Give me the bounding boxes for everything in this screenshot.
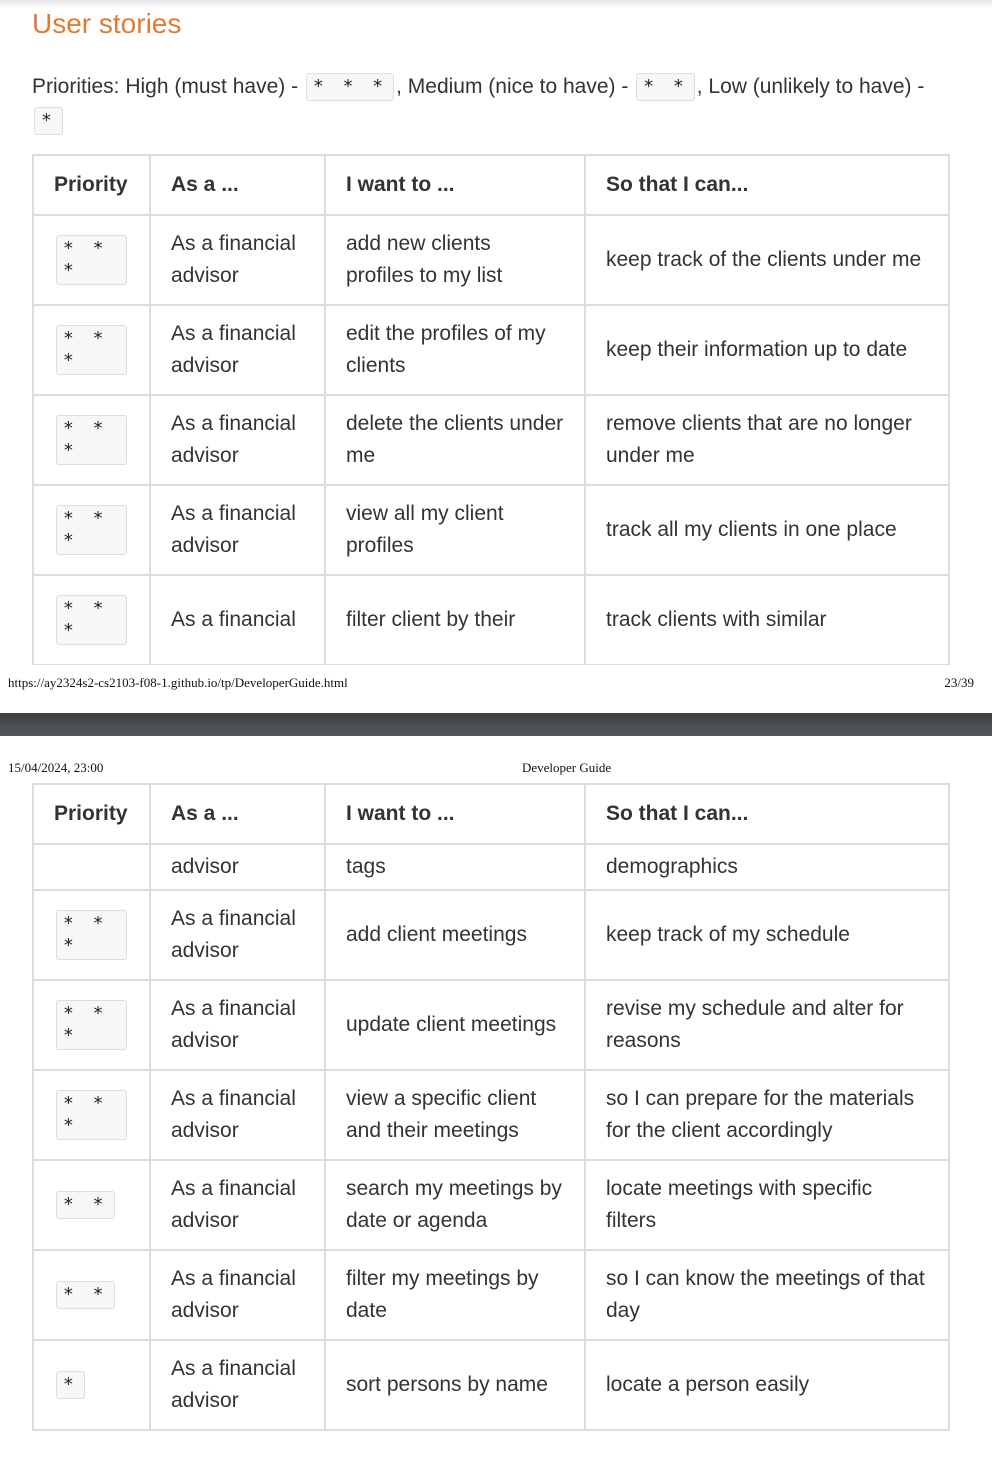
section-title: User stories — [32, 8, 182, 39]
table-row — [33, 305, 949, 395]
cell-priority — [33, 575, 150, 665]
header-as: As a ... — [150, 155, 325, 215]
priority-stars: * * * — [56, 235, 127, 285]
cell-so: so I can prepare for the materials for the client accordingly — [585, 1070, 949, 1160]
cell-so: track clients with similar — [585, 575, 949, 665]
cell-as: As a financial advisor — [150, 1160, 325, 1250]
cell-want: sort persons by name — [325, 1340, 585, 1430]
cell-so: so I can know the meetings of that day — [585, 1250, 949, 1340]
print-footer-page: 23/39 — [944, 675, 974, 690]
table-row — [33, 1070, 949, 1160]
cell-so: keep their information up to date — [585, 305, 949, 395]
header-priority: Priority — [33, 784, 150, 844]
priority-stars: * * * — [56, 595, 127, 645]
cell-want: view a specific client and their meetings — [325, 1070, 585, 1160]
cell-priority — [33, 1250, 150, 1340]
cell-want: filter my meetings by date — [325, 1250, 585, 1340]
table-row — [33, 980, 949, 1070]
priority-stars: * * * — [56, 325, 127, 375]
table-header-row — [33, 155, 949, 215]
cell-priority — [33, 890, 150, 980]
header-priority: Priority — [33, 155, 150, 215]
table-row — [33, 395, 949, 485]
cell-priority — [33, 1340, 150, 1430]
medium-priority-stars: * * — [636, 73, 695, 101]
cell-as: As a financial advisor — [150, 395, 325, 485]
cell-so: locate a person easily — [585, 1340, 949, 1430]
header-as: As a ... — [150, 784, 325, 844]
page-separator — [0, 713, 992, 736]
low-priority-stars: * — [34, 107, 63, 135]
cell-priority — [33, 395, 150, 485]
table-row — [33, 575, 949, 665]
cell-priority — [33, 844, 150, 890]
cell-as: As a financial advisor — [150, 1250, 325, 1340]
table-row — [33, 215, 949, 305]
high-priority-stars: * * * — [306, 73, 394, 101]
cell-so: revise my schedule and alter for reasons — [585, 980, 949, 1070]
cell-want: tags — [325, 844, 585, 890]
cell-as: As a financial advisor — [150, 980, 325, 1070]
table-body-bottom — [33, 844, 949, 1430]
print-header-title: Developer Guide — [522, 760, 612, 775]
cell-priority — [33, 980, 150, 1070]
cell-want: filter client by their — [325, 575, 585, 665]
priority-stars: * * * — [56, 505, 127, 555]
cell-want: view all my client profiles — [325, 485, 585, 575]
header-so: So that I can... — [585, 784, 949, 844]
table-row — [33, 485, 949, 575]
cell-priority — [33, 485, 150, 575]
cell-priority — [33, 1070, 150, 1160]
cell-priority — [33, 305, 150, 395]
cell-want: add client meetings — [325, 890, 585, 980]
table-row — [33, 1160, 949, 1250]
cell-as: As a financial advisor — [150, 485, 325, 575]
cell-as: As a financial advisor — [150, 215, 325, 305]
user-stories-table-part2 — [32, 783, 950, 1431]
priorities-medium-text: , Medium (nice to have) - — [396, 75, 629, 98]
priority-stars: * * — [56, 1191, 115, 1219]
priority-stars: * — [56, 1371, 85, 1399]
cell-want: delete the clients under me — [325, 395, 585, 485]
table-row — [33, 1340, 949, 1430]
priorities-low-text: , Low (unlikely to have) - — [696, 75, 925, 98]
cell-want: add new clients profiles to my list — [325, 215, 585, 305]
table-row — [33, 890, 949, 980]
cell-as: As a financial advisor — [150, 1070, 325, 1160]
table-header-row — [33, 784, 949, 844]
cell-priority — [33, 215, 150, 305]
cell-want: search my meetings by date or agenda — [325, 1160, 585, 1250]
cell-as: As a financial advisor — [150, 1340, 325, 1430]
cell-so: locate meetings with specific filters — [585, 1160, 949, 1250]
cell-as: As a financial — [150, 575, 325, 665]
cell-so: track all my clients in one place — [585, 485, 949, 575]
table-clip-top — [0, 0, 992, 665]
print-header-date: 15/04/2024, 23:00 — [8, 760, 104, 775]
print-footer-url: https://ay2324s2-cs2103-f08-1.github.io/tp/DeveloperGuide.html — [8, 675, 348, 690]
cell-want: edit the profiles of my clients — [325, 305, 585, 395]
header-want: I want to ... — [325, 155, 585, 215]
cell-as: As a financial advisor — [150, 890, 325, 980]
cell-as: advisor — [150, 844, 325, 890]
table-body-top — [33, 215, 949, 665]
table-row — [33, 1250, 949, 1340]
cell-as: As a financial advisor — [150, 305, 325, 395]
priorities-prefix: Priorities: High (must have) - — [32, 75, 299, 98]
cell-so: demographics — [585, 844, 949, 890]
cell-so: keep track of my schedule — [585, 890, 949, 980]
priority-stars: * * — [56, 1281, 115, 1309]
cell-so: remove clients that are no longer under me — [585, 395, 949, 485]
priority-stars: * * * — [56, 910, 127, 960]
cell-priority — [33, 1160, 150, 1250]
header-so: So that I can... — [585, 155, 949, 215]
user-stories-table-part1 — [32, 154, 950, 665]
priority-stars: * * * — [56, 1090, 127, 1140]
priority-stars: * * * — [56, 1000, 127, 1050]
cell-so: keep track of the clients under me — [585, 215, 949, 305]
page-top — [0, 0, 992, 713]
priority-stars: * * * — [56, 415, 127, 465]
header-want: I want to ... — [325, 784, 585, 844]
cell-want: update client meetings — [325, 980, 585, 1070]
table-row-continued — [33, 844, 949, 890]
